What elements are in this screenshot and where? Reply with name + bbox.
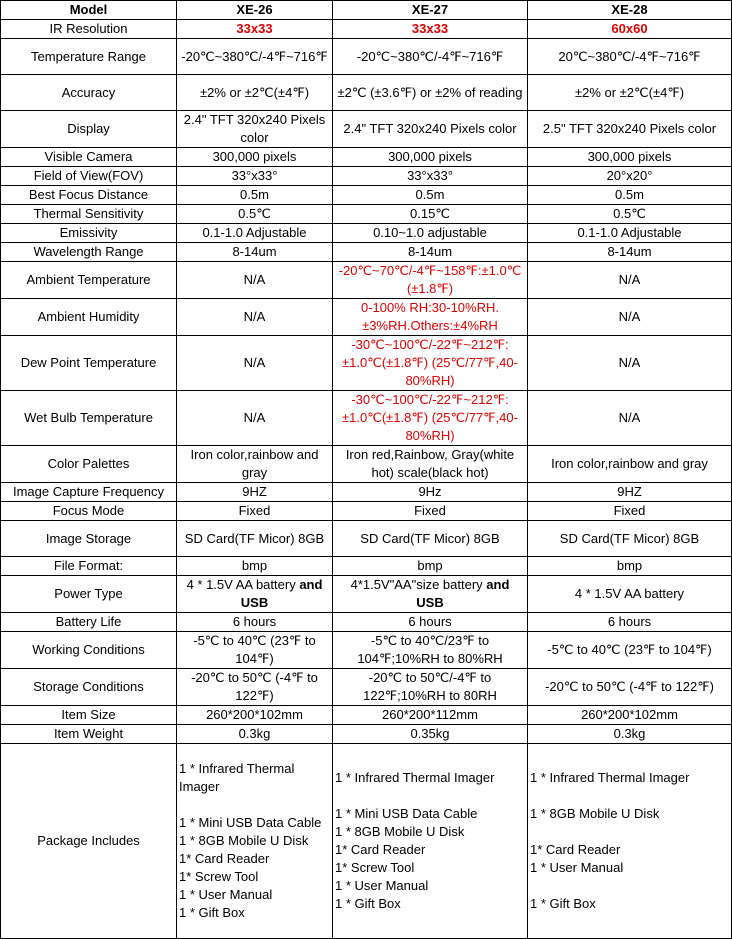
row-label: Item Weight — [1, 725, 177, 744]
package-item: 1* Screw Tool — [335, 860, 415, 875]
spec-value: 6 hours — [333, 613, 528, 632]
table-row — [1, 521, 732, 557]
package-item: 1 * 8GB Mobile U Disk — [179, 833, 309, 848]
spec-value: 2.4" TFT 320x240 Pixels color — [177, 111, 333, 148]
row-label: Best Focus Distance — [1, 186, 177, 205]
package-item: 1 * Gift Box — [335, 896, 401, 911]
spec-value: 0.1-1.0 Adjustable — [177, 224, 333, 243]
row-label: Focus Mode — [1, 502, 177, 521]
spec-value: 6 hours — [528, 613, 732, 632]
spec-value: N/A — [528, 336, 732, 391]
spec-value: Iron color,rainbow and gray — [177, 446, 333, 483]
spec-value — [177, 576, 333, 613]
spec-value: Fixed — [177, 502, 333, 521]
row-label: Ambient Temperature — [1, 262, 177, 299]
spec-value: N/A — [177, 299, 333, 336]
package-item: 1 * Infrared Thermal Imager — [530, 770, 690, 785]
table-row — [1, 20, 732, 39]
package-spacer — [530, 823, 729, 841]
spec-value: 0.5m — [528, 186, 732, 205]
table-row — [1, 613, 732, 632]
row-label: Display — [1, 111, 177, 148]
row-label: Dew Point Temperature — [1, 336, 177, 391]
table-row — [1, 706, 732, 725]
package-item: 1 * Infrared Thermal Imager — [179, 761, 295, 794]
table-row — [1, 39, 732, 75]
package-item: 1 * Infrared Thermal Imager — [335, 770, 495, 785]
row-label: Storage Conditions — [1, 669, 177, 706]
spec-value: 33°x33° — [177, 167, 333, 186]
spec-value — [333, 576, 528, 613]
spec-value: N/A — [528, 391, 732, 446]
spec-value: 300,000 pixels — [528, 148, 732, 167]
header-model-xe28: XE-28 — [528, 1, 732, 20]
table-row — [1, 299, 732, 336]
spec-value: 300,000 pixels — [333, 148, 528, 167]
package-item: 1 * Gift Box — [179, 905, 245, 920]
row-label: Image Storage — [1, 521, 177, 557]
header-model-label: Model — [1, 1, 177, 20]
package-item: 1 * Mini USB Data Cable — [335, 806, 478, 821]
spec-value: SD Card(TF Micor) 8GB — [333, 521, 528, 557]
spec-value: Iron color,rainbow and gray — [528, 446, 732, 483]
table-row — [1, 336, 732, 391]
row-label: Wavelength Range — [1, 243, 177, 262]
row-label: Battery Life — [1, 613, 177, 632]
package-item: 1* Card Reader — [179, 851, 270, 866]
package-list-xe26 — [177, 744, 333, 939]
package-item: 1 * User Manual — [179, 887, 273, 902]
row-label: File Format: — [1, 557, 177, 576]
spec-value: Fixed — [333, 502, 528, 521]
header-model-xe27: XE-27 — [333, 1, 528, 20]
row-label: Emissivity — [1, 224, 177, 243]
row-label: Wet Bulb Temperature — [1, 391, 177, 446]
table-row — [1, 483, 732, 502]
package-spacer — [179, 796, 330, 814]
package-item: 1 * 8GB Mobile U Disk — [335, 824, 465, 839]
package-item: 1* Card Reader — [530, 842, 621, 857]
spec-value: 0.3kg — [177, 725, 333, 744]
row-label: Image Capture Frequency — [1, 483, 177, 502]
row-label: Color Palettes — [1, 446, 177, 483]
table-row — [1, 576, 732, 613]
spec-value: N/A — [177, 391, 333, 446]
table-row — [1, 205, 732, 224]
spec-value: 0.1-1.0 Adjustable — [528, 224, 732, 243]
table-row — [1, 669, 732, 706]
power-text-bold: and USB — [416, 577, 510, 610]
row-label: Working Conditions — [1, 632, 177, 669]
header-row — [1, 1, 732, 20]
power-text: 4*1.5V"AA"size battery — [350, 577, 487, 592]
spec-value: -20℃~380℃/-4℉~716℉ — [333, 39, 528, 75]
row-label: Ambient Humidity — [1, 299, 177, 336]
spec-value: 2.5" TFT 320x240 Pixels color — [528, 111, 732, 148]
spec-value: 0.3kg — [528, 725, 732, 744]
spec-value: 0.10~1.0 adjustable — [333, 224, 528, 243]
power-text: 4 * 1.5V AA battery — [186, 577, 300, 592]
spec-value: bmp — [177, 557, 333, 576]
table-row — [1, 75, 732, 111]
spec-value: 260*200*102mm — [528, 706, 732, 725]
spec-value: 9HZ — [177, 483, 333, 502]
table-row — [1, 632, 732, 669]
row-label: IR Resolution — [1, 20, 177, 39]
table-row — [1, 186, 732, 205]
package-item: 1 * Gift Box — [530, 896, 596, 911]
spec-value: ±2% or ±2℃(±4℉) — [528, 75, 732, 111]
table-row — [1, 391, 732, 446]
package-item: 1* Screw Tool — [179, 869, 259, 884]
spec-value: 60x60 — [528, 20, 732, 39]
spec-value: N/A — [177, 336, 333, 391]
spec-value: N/A — [528, 299, 732, 336]
spec-value: -20℃~70℃/-4℉~158℉:±1.0℃(±1.8℉) — [333, 262, 528, 299]
table-row — [1, 446, 732, 483]
spec-value: 33x33 — [333, 20, 528, 39]
package-spacer — [335, 787, 525, 805]
package-item: 1 * User Manual — [530, 860, 624, 875]
spec-value: Iron red,Rainbow, Gray(white hot) scale(black hot) — [333, 446, 528, 483]
row-label: Visible Camera — [1, 148, 177, 167]
package-item: 1 * User Manual — [335, 878, 429, 893]
spec-value: N/A — [177, 262, 333, 299]
row-label: Power Type — [1, 576, 177, 613]
spec-value: 300,000 pixels — [177, 148, 333, 167]
spec-value: 0.5℃ — [177, 205, 333, 224]
spec-value: bmp — [528, 557, 732, 576]
spec-value: 0.35kg — [333, 725, 528, 744]
table-row — [1, 224, 732, 243]
spec-value: -20℃ to 50℃ (-4℉ to 122℉) — [528, 669, 732, 706]
spec-value: -5℃ to 40℃/23℉ to 104℉;10%RH to 80%RH — [333, 632, 528, 669]
spec-value: 260*200*102mm — [177, 706, 333, 725]
spec-value: 0.5m — [177, 186, 333, 205]
package-list-xe27 — [333, 744, 528, 939]
package-list-xe28 — [528, 744, 732, 939]
spec-value: N/A — [528, 262, 732, 299]
table-row — [1, 725, 732, 744]
spec-value: 33x33 — [177, 20, 333, 39]
spec-value: 9HZ — [528, 483, 732, 502]
spec-value: 2.4" TFT 320x240 Pixels color — [333, 111, 528, 148]
table-row — [1, 167, 732, 186]
spec-value: 8-14um — [177, 243, 333, 262]
table-row — [1, 148, 732, 167]
spec-value: 0.15℃ — [333, 205, 528, 224]
row-label: Item Size — [1, 706, 177, 725]
table-row — [1, 557, 732, 576]
row-label: Temperature Range — [1, 39, 177, 75]
package-row — [1, 744, 732, 939]
spec-value: SD Card(TF Micor) 8GB — [177, 521, 333, 557]
spec-value: -30℃~100℃/-22℉~212℉:±1.0℃(±1.8℉) (25℃/77℉,40-80%RH) — [333, 391, 528, 446]
spec-value: SD Card(TF Micor) 8GB — [528, 521, 732, 557]
spec-value: 4 * 1.5V AA battery — [528, 576, 732, 613]
spec-value: -20℃~380℃/-4℉~716℉ — [177, 39, 333, 75]
spec-value: 0.5m — [333, 186, 528, 205]
spec-value: -5℃ to 40℃ (23℉ to 104℉) — [177, 632, 333, 669]
package-item: 1* Card Reader — [335, 842, 426, 857]
spec-value: 260*200*112mm — [333, 706, 528, 725]
table-row — [1, 502, 732, 521]
table-row — [1, 262, 732, 299]
spec-value: 6 hours — [177, 613, 333, 632]
spec-value: bmp — [333, 557, 528, 576]
spec-value: 33°x33° — [333, 167, 528, 186]
spec-value: 20℃~380℃/-4℉~716℉ — [528, 39, 732, 75]
table-row — [1, 243, 732, 262]
spec-value: 0.5℃ — [528, 205, 732, 224]
package-spacer — [530, 877, 729, 895]
spec-value: -5℃ to 40℃ (23℉ to 104℉) — [528, 632, 732, 669]
spec-value: 0-100% RH:30-10%RH.±3%RH.Others:±4%RH — [333, 299, 528, 336]
spec-value: Fixed — [528, 502, 732, 521]
spec-value: 20°x20° — [528, 167, 732, 186]
table-row — [1, 111, 732, 148]
spec-value: -20℃ to 50℃ (-4℉ to 122℉) — [177, 669, 333, 706]
spec-value: -20℃ to 50℃/-4℉ to 122℉;10%RH to 80RH — [333, 669, 528, 706]
row-label: Field of View(FOV) — [1, 167, 177, 186]
header-model-xe26: XE-26 — [177, 1, 333, 20]
spec-value: -30℃~100℃/-22℉~212℉:±1.0℃(±1.8℉) (25℃/77℉,40-80%RH) — [333, 336, 528, 391]
spec-value: ±2% or ±2℃(±4℉) — [177, 75, 333, 111]
spec-value: 8-14um — [333, 243, 528, 262]
spec-value: 9Hz — [333, 483, 528, 502]
spec-value: 8-14um — [528, 243, 732, 262]
row-label: Accuracy — [1, 75, 177, 111]
package-item: 1 * Mini USB Data Cable — [179, 815, 322, 830]
power-text-bold: and USB — [240, 577, 323, 610]
package-spacer — [530, 787, 729, 805]
spec-value: ±2℃ (±3.6℉) or ±2% of reading — [333, 75, 528, 111]
row-label: Thermal Sensitivity — [1, 205, 177, 224]
package-item: 1 * 8GB Mobile U Disk — [530, 806, 660, 821]
row-label: Package Includes — [1, 744, 177, 939]
